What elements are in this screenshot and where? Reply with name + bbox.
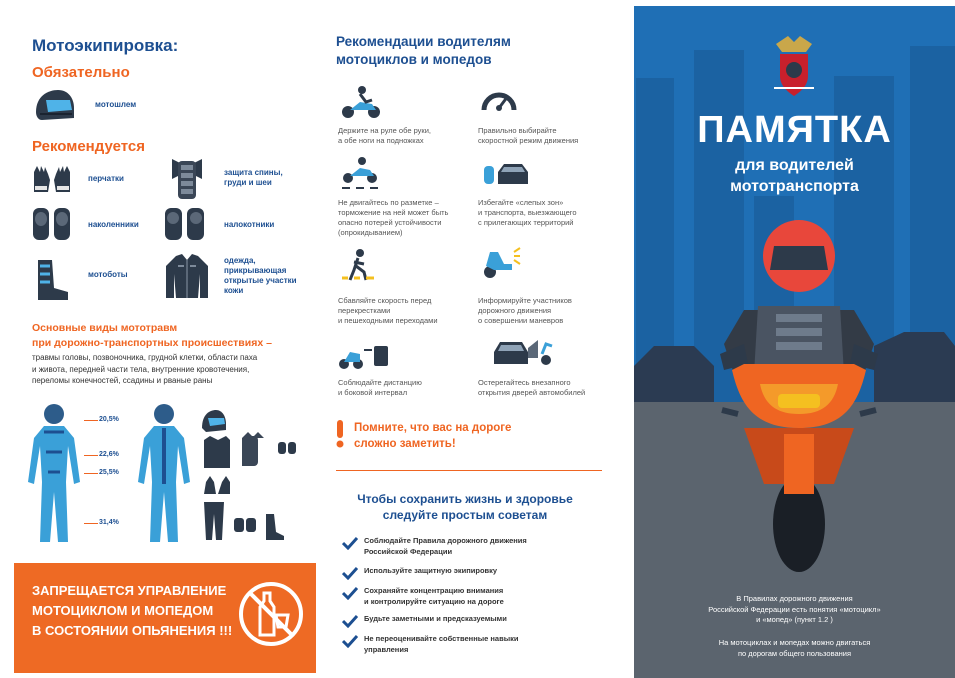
knee-pad-icon [30,205,74,243]
cover-footer-roads: На мотоциклах и мопедах можно двигаться по дорогам общего пользования [718,638,871,658]
advice-text: Используйте защитную экипировку [364,566,498,575]
alcohol-ban-text: ЗАПРЕЩАЕТСЯ УПРАВЛЕНИЕ МОТОЦИКЛОМ И МОПЕДОМ В СОСТОЯНИИ ОПЬЯНЕНИЯ !!! [32,583,233,639]
knee-pads-label: наколенники [88,220,139,229]
advice-title: Чтобы сохранить жизнь и здоровье следуйте простым советам [357,492,573,523]
percent-head: 20,5% [99,416,119,423]
speedometer-icon [480,84,518,114]
gloves-icon [30,162,74,196]
alcohol-ban-banner [14,563,316,673]
back-protector-icon [164,155,210,203]
cover-panel [634,6,955,678]
recommended-heading: Рекомендуется [32,138,145,155]
motorcyclist-illustration [704,214,894,574]
tip-distance: Соблюдайте дистанцию и боковой интервал [338,378,422,398]
blind-spot-icon [480,158,530,190]
tip-speed: Правильно выбирайте скоростной режим движения [478,126,579,146]
boots-label: мотоботы [88,270,128,279]
back-protection-label: защита спины, груди и шеи [224,168,283,187]
injury-title: Основные виды мототравм при дорожно-транспортных происшествиях – [32,322,272,350]
percent-line [84,455,98,456]
percent-legs: 31,4% [99,519,119,526]
tip-crossings: Сбавляйте скорость перед перекрестками и пешеходными переходами [338,296,438,326]
police-emblem-icon [770,30,818,100]
percent-pelvis: 25,5% [99,469,119,476]
equipment-column [0,0,318,678]
tip-blind-spots: Избегайте «слепых зон» и транспорта, выезжающего с прилегающих территорий [478,198,577,228]
percent-line [84,420,98,421]
car-door-icon [492,334,554,370]
percent-line [84,523,98,524]
visibility-warning: Помните, что вас на дороге сложно заметить! [354,422,512,451]
gloves-label: перчатки [88,174,124,183]
suited-rider-front-icon [22,402,86,548]
mandatory-heading: Обязательно [32,64,130,81]
cover-footer-rules: В Правилах дорожного движения Российской Федерации есть понятия «мотоцикл» и «мопед» (пункт 1.2 ) [708,594,881,624]
turn-signal-icon [482,244,522,280]
check-icon [342,566,358,580]
check-icon [342,634,358,648]
advice-text: Не переоценивайте собственные навыки управления [364,634,519,654]
advice-text: Будьте заметными и предсказуемыми [364,614,507,623]
section-divider [336,470,602,471]
tip-hands: Держите на руле обе руки, а обе ноги на подножках [338,126,431,146]
injury-text: травмы головы, позвоночника, грудной клетки, области паха и живота, передней части тела, внутренние кровотечения, переломы конечностей, ссадины и рваные раны [32,353,258,386]
advice-text: Сохраняйте концентрацию внимания и контролируйте ситуацию на дороге [364,586,504,606]
exclamation-icon [336,420,344,448]
percent-torso: 22,6% [99,451,119,458]
helmet-icon [32,88,76,124]
recommendations-column [318,0,634,678]
tip-car-doors: Остерегайтесь внезапного открытия дверей автомобилей [478,378,586,398]
boot-icon [32,258,72,304]
check-icon [342,614,358,628]
pedestrian-crossing-icon [340,248,376,284]
no-alcohol-icon [236,579,306,649]
road-marking-icon [340,156,382,192]
check-icon [342,586,358,600]
distance-icon [338,340,390,372]
recommendations-title: Рекомендации водителям мотоциклов и мопедов [336,34,511,68]
jacket-icon [162,252,212,302]
cover-subtitle: для водителей мототранспорта [730,157,859,195]
tip-road-marking: Не двигайтесь по разметке – торможение на ней может быть опасно потерей устойчивости (опрокидыванием) [338,198,449,238]
equipment-set-icon [196,406,300,542]
helmet-label: мотошлем [95,100,137,109]
elbow-pads-label: налокотники [224,220,275,229]
cover-title: ПАМЯТКА [697,109,892,151]
percent-line [84,473,98,474]
suited-rider-back-icon [136,402,192,548]
check-icon [342,536,358,550]
elbow-pad-icon [162,205,208,243]
rider-hands-on-bars-icon [340,84,382,120]
equipment-title: Мотоэкипировка: [32,36,179,55]
tip-signals: Информируйте участников дорожного движения о совершении маневров [478,296,572,326]
clothing-label: одежда, прикрывающая открытые участки кожи [224,256,297,295]
advice-text: Соблюдайте Правила дорожного движения Российской Федерации [364,536,527,556]
